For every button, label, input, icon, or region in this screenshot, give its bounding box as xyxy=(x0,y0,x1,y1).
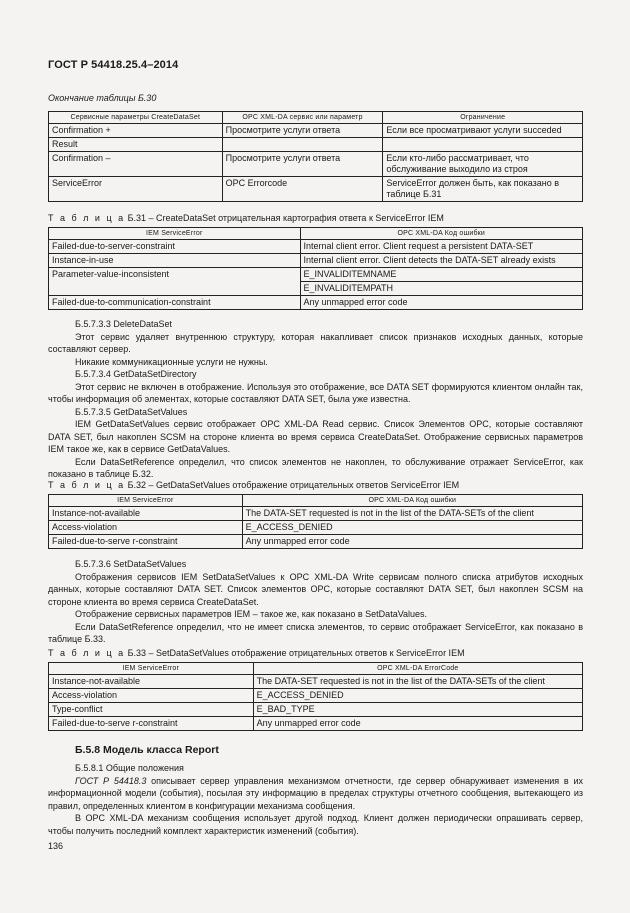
caption-text: Б.33 – SetDataSetValues отображение отрицательных ответов к ServiceError IEM xyxy=(127,648,465,658)
table-cell: Instance-not-available xyxy=(49,507,243,521)
paragraph: Этот сервис не включен в отображение. Используя это отображение, все DATA SET формируются клиентом онлайн так, чтобы информация об элементах, которые составляют DATA SET, была уже известна. xyxy=(48,381,583,404)
table-cell: Failed-due-to-serve r-constraint xyxy=(49,717,254,731)
table-cell: Failed-due-to-communication-constraint xyxy=(49,296,301,310)
table-cell: ServiceError должен быть, как показано в таблице Б.31 xyxy=(383,177,583,202)
table-cell: Confirmation + xyxy=(49,124,223,138)
caption-text: Б.31 – CreateDataSet отрицательная картография ответа к ServiceError IEM xyxy=(127,213,444,223)
table-row xyxy=(49,268,583,282)
paragraph: В OPC XML-DA механизм сообщения использует другой подход. Клиент должен периодически опрашивать сервер, чтобы получить последний комплект характеристик изменений (события). xyxy=(48,813,583,836)
paragraph: Если DataSetReference определил, что не имеет списка элементов, то сервис отображает ServiceError, как показано в таблице Б.33. xyxy=(48,621,583,644)
table-b30 xyxy=(48,111,583,202)
table-row xyxy=(49,689,583,703)
table-cell: The DATA-SET requested is not in the list of the DATA-SETs of the client xyxy=(242,507,582,521)
table-header-row xyxy=(49,495,583,507)
table-cell: Access-violation xyxy=(49,689,254,703)
table-header-row xyxy=(49,663,583,675)
table-cell: E_ACCESS_DENIED xyxy=(242,521,582,535)
table-cell: Internal client error. Client request a persistent DATA-SET xyxy=(300,240,583,254)
table-row xyxy=(49,507,583,521)
table-b32-caption xyxy=(48,480,459,490)
table-cell: Parameter-value-inconsistent xyxy=(49,268,301,296)
table-cell: Result xyxy=(49,138,223,152)
table-row xyxy=(49,177,583,202)
body-text-section-1 xyxy=(48,318,583,481)
table-header-cell: IEM ServiceError xyxy=(49,663,254,675)
table-b31-caption xyxy=(48,213,444,223)
table-header-cell: OPC XML-DA ErrorCode xyxy=(253,663,582,675)
table-row xyxy=(49,521,583,535)
paragraph: Если DataSetReference определил, что список элементов не накоплен, то обслуживание отражает ServiceError, как показано в таблице Б.32. xyxy=(48,456,583,479)
table-cell: Если все просматривают услуги succeded xyxy=(383,124,583,138)
table-cell xyxy=(383,138,583,152)
table-header-cell: IEM ServiceError xyxy=(49,495,243,507)
standard-reference: ГОСТ Р 54418.3 xyxy=(75,775,147,786)
table-cell: Any unmapped error code xyxy=(242,535,582,549)
paragraph: IEM GetDataSetValues сервис отображает OPC XML-DA Read сервис. Список Элементов OPC, которые составляют DATA SET, был накоплен SCSM на стороне клиента во время сервиса CreateDataSet. Отображение сервисных параметров IEM такое же, как в сервисе GetDataValues. xyxy=(48,419,583,454)
paragraph: Отображение сервисных параметров IEM – такое же, как показано в SetDataValues. xyxy=(75,609,428,619)
table-cell: Instance-in-use xyxy=(49,254,301,268)
document-header: ГОСТ Р 54418.25.4–2014 xyxy=(48,59,179,71)
table-header-cell: Ограничение xyxy=(383,112,583,124)
table-header-cell: IEM ServiceError xyxy=(49,228,301,240)
table-cell: Internal client error. Client detects the DATA-SET already exists xyxy=(300,254,583,268)
table-cell: Если кто-либо рассматривает, что обслуживание выходило из строя xyxy=(383,152,583,177)
table-cell: E_BAD_TYPE xyxy=(253,703,582,717)
caption-label: Т а б л и ц а xyxy=(48,213,126,223)
table-header-cell: OPC XML-DA Код ошибки xyxy=(242,495,582,507)
table-cell: Просмотрите услуги ответа xyxy=(222,152,383,177)
body-text-section-3 xyxy=(48,762,583,837)
table-cell: Instance-not-available xyxy=(49,675,254,689)
table-header-row xyxy=(49,112,583,124)
table-cell: E_INVALIDITEMPATH xyxy=(300,282,583,296)
table-header-cell: OPC XML-DA сервис или параметр xyxy=(222,112,383,124)
table-cell: The DATA-SET requested is not in the list of the DATA-SETs of the client xyxy=(253,675,582,689)
paragraph: Отображения сервисов IEM SetDataSetValues к OPC XML-DA Write сервисам полного списка атрибутов исходных данных, которые составляют DATA SET. Список элементов OPC, которые составляют DATA SET, был накоплен SCSM на стороне клиента во время сервиса CreateDataSet. xyxy=(48,571,583,607)
table-row xyxy=(49,138,583,152)
paragraph: Б.5.8.1 Общие положения xyxy=(75,763,184,773)
table-row xyxy=(49,254,583,268)
section-heading: Б.5.8 Модель класса Report xyxy=(75,744,219,756)
table-cell: Any unmapped error code xyxy=(300,296,583,310)
table-row xyxy=(49,152,583,177)
paragraph-text: описывает сервер управления механизмом отчетности, где сервер обнаруживает изменения в их информационной модели (события), посылая эту информацию в пределах структуры отчетного сообщения, вытекающего из правил, определенных клиентом в конфигурации механизма сообщения. xyxy=(48,775,583,811)
table-row xyxy=(49,675,583,689)
table-cell xyxy=(222,138,383,152)
table-cell: Failed-due-to-server-constraint xyxy=(49,240,301,254)
caption-label: Т а б л и ц а xyxy=(48,480,126,490)
caption-label: Т а б л и ц а xyxy=(48,648,126,658)
table-cell: OPC Errorcode xyxy=(222,177,383,202)
paragraph xyxy=(48,775,583,813)
paragraph: Б.5.7.3.3 DeleteDataSet xyxy=(75,319,172,329)
table-row xyxy=(49,296,583,310)
table-cell: E_INVALIDITEMNAME xyxy=(300,268,583,282)
paragraph: Б.5.7.3.6 SetDataSetValues xyxy=(75,559,187,569)
table-cell: Type-conflict xyxy=(49,703,254,717)
paragraph: Этот сервис удаляет внутреннюю структуру, которая накапливает список признаков исходных данных, которые составляют сервер. xyxy=(48,331,583,354)
caption-text: Б.32 – GetDataSetValues отображение отрицательных ответов ServiceError IEM xyxy=(127,480,460,490)
table-b33 xyxy=(48,662,583,731)
table-cell: ServiceError xyxy=(49,177,223,202)
table-row xyxy=(49,703,583,717)
paragraph: Б.5.7.3.5 GetDataSetValues xyxy=(75,406,188,417)
paragraph: Б.5.7.3.4 GetDataSetDirectory xyxy=(75,369,197,379)
body-text-section-2 xyxy=(48,558,583,646)
table-b32 xyxy=(48,494,583,549)
paragraph: Никакие коммуникационные услуги не нужны. xyxy=(75,356,268,367)
table-row xyxy=(49,124,583,138)
table-header-cell: Сервисные параметры CreateDataSet xyxy=(49,112,223,124)
table-cell: Any unmapped error code xyxy=(253,717,582,731)
table-cell: E_ACCESS_DENIED xyxy=(253,689,582,703)
table-cell: Failed-due-to-serve r-constraint xyxy=(49,535,243,549)
table-b33-caption xyxy=(48,648,465,658)
table-cell: Access-violation xyxy=(49,521,243,535)
page-number: 136 xyxy=(48,841,64,851)
table-row xyxy=(49,240,583,254)
table-row xyxy=(49,717,583,731)
table-b30-caption: Окончание таблицы Б.30 xyxy=(48,93,157,103)
table-b31 xyxy=(48,227,583,310)
table-cell: Confirmation – xyxy=(49,152,223,177)
table-row xyxy=(49,535,583,549)
table-cell: Просмотрите услуги ответа xyxy=(222,124,383,138)
table-header-cell: OPC XML-DA Код ошибки xyxy=(300,228,583,240)
table-header-row xyxy=(49,228,583,240)
